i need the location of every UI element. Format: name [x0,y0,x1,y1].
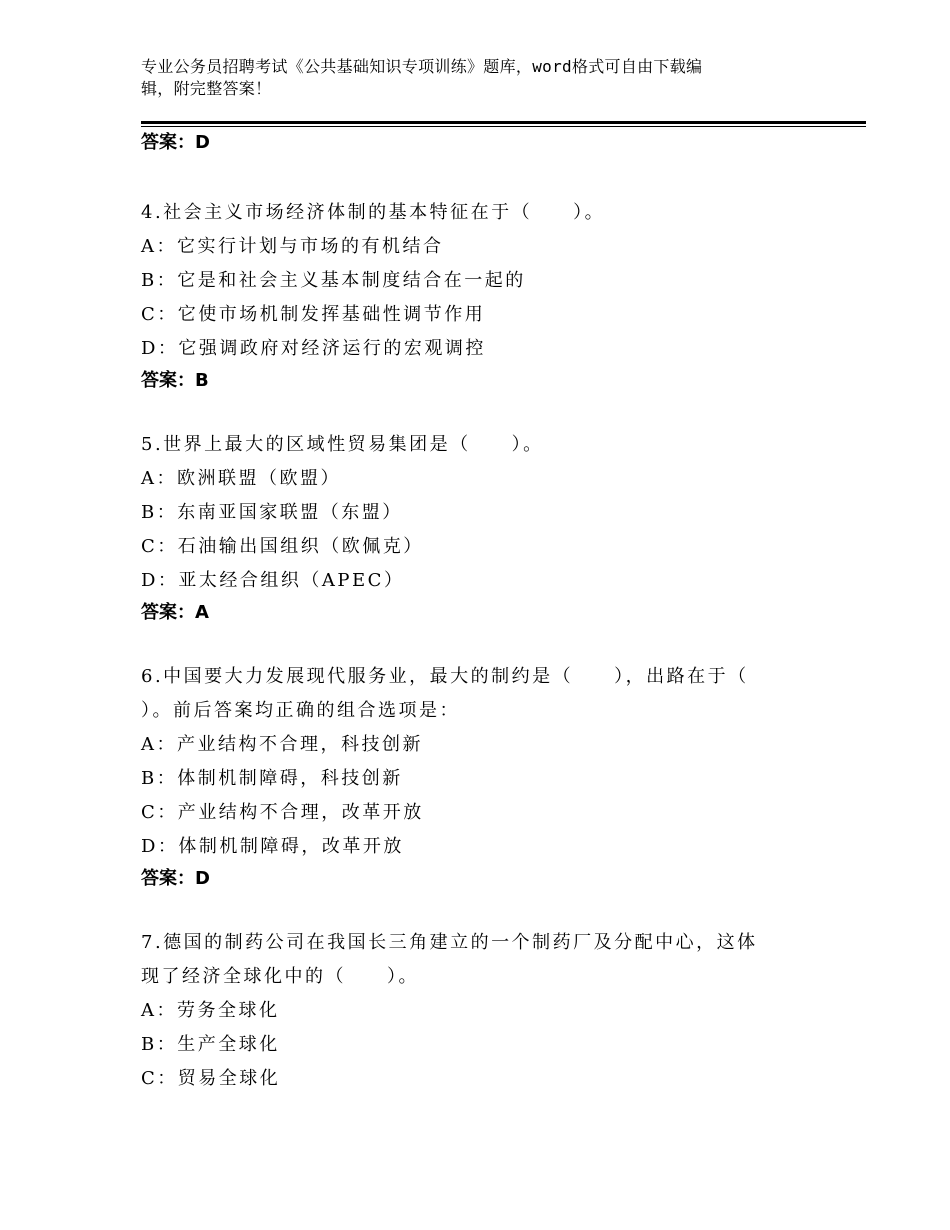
option-a: A：它实行计划与市场的有机结合 [141,236,444,257]
spacer [141,632,831,660]
question-stem: 4.社会主义市场经济体制的基本特征在于（ ）。 [141,202,606,223]
header-divider-thick [141,121,866,124]
option-c: C：贸易全球化 [141,1068,281,1089]
question-4 [141,196,831,400]
question-5 [141,428,831,632]
option-b: B：东南亚国家联盟（东盟） [141,502,403,523]
option-a: A：劳务全球化 [141,1000,280,1021]
header-divider-thin [141,126,866,127]
question-list [141,128,831,1096]
answer: 答案：B [141,370,209,391]
header-title-line-2: 辑，附完整答案！ [141,79,272,98]
option-c: C：产业结构不合理，改革开放 [141,802,424,823]
question-stem: 5.世界上最大的区域性贸易集团是（ ）。 [141,434,544,455]
question-stem-line-1: 6.中国要大力发展现代服务业，最大的制约是（ ），出路在于（ [141,666,749,687]
option-a: A：产业结构不合理，科技创新 [141,734,423,755]
option-b: B：生产全球化 [141,1034,280,1055]
answer: 答案：A [141,602,209,623]
option-d: D：亚太经合组织（APEC） [141,570,405,591]
page-header [141,56,791,100]
answer: 答案：D [141,868,210,889]
option-d: D：它强调政府对经济运行的宏观调控 [141,338,486,359]
option-d: D：体制机制障碍，改革开放 [141,836,404,857]
option-b: B：它是和社会主义基本制度结合在一起的 [141,270,526,291]
spacer [141,898,831,926]
question-7 [141,926,831,1096]
header-title-line-1: 专业公务员招聘考试《公共基础知识专项训练》题库，word格式可自由下载编 [141,57,703,76]
option-c: C：它使市场机制发挥基础性调节作用 [141,304,486,325]
option-b: B：体制机制障碍，科技创新 [141,768,403,789]
spacer [141,168,831,196]
question-stem-line-1: 7.德国的制药公司在我国长三角建立的一个制药厂及分配中心，这体 [141,932,758,953]
question-6 [141,660,831,898]
answer-q3: 答案：D [141,132,210,153]
option-a: A：欧洲联盟（欧盟） [141,468,341,489]
option-c: C：石油输出国组织（欧佩克） [141,536,424,557]
question-stem-line-2: 现了经济全球化中的（ ）。 [141,966,419,987]
question-stem-line-2: ）。前后答案均正确的组合选项是： [141,700,460,721]
spacer [141,400,831,428]
